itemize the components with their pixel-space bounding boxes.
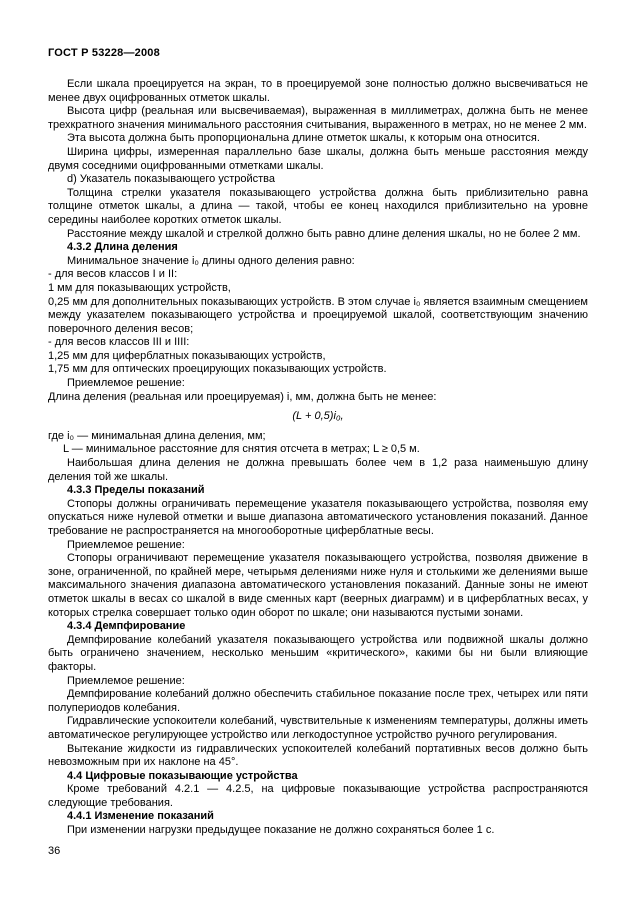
document-header-title: ГОСТ Р 53228—2008 bbox=[48, 47, 160, 59]
paragraph: Демпфирование колебаний указателя показывающего устройства или подвижной шкалы должно быть ограничено значением, несколько меньшим «критического», какими бы ни были влияющие факторы. bbox=[48, 633, 588, 673]
paragraph: - для весов классов I и II: bbox=[48, 268, 178, 281]
paragraph: Расстояние между шкалой и стрелкой должно быть равно длине деления шкалы, но не более 2 мм. bbox=[67, 227, 581, 240]
document-content bbox=[48, 78, 588, 838]
paragraph: Кроме требований 4.2.1 — 4.2.5, на цифровые показывающие устройства распространяются следующие требования. bbox=[48, 783, 588, 809]
paragraph: где i₀ — минимальная длина деления, мм; bbox=[48, 429, 266, 442]
paragraph: Если шкала проецируется на экран, то в проецируемой зоне полностью должно высвечиваться не менее двух оцифрованных отметок шкалы. bbox=[48, 78, 588, 104]
paragraph: 1 мм для показывающих устройств, bbox=[48, 281, 231, 294]
paragraph: Демпфирование колебаний должно обеспечить стабильное показание после трех, четырех или пяти полупериодов колебания. bbox=[48, 688, 588, 714]
paragraph: Длина деления (реальная или проецируемая) i, мм, должна быть не менее: bbox=[48, 390, 437, 403]
formula-line: (L + 0,5)i₀, bbox=[292, 410, 344, 423]
paragraph: - для весов классов III и IIII: bbox=[48, 336, 190, 349]
section-heading: 4.4.1 Изменение показаний bbox=[67, 810, 214, 823]
paragraph: 1,75 мм для оптических проецирующих показывающих устройств. bbox=[48, 363, 387, 376]
paragraph: L — минимальное расстояние для снятия отсчета в метрах; L ≥ 0,5 м. bbox=[63, 443, 420, 456]
paragraph: Высота цифр (реальная или высвечиваемая), выраженная в миллиметрах, должна быть не менее трехкратного значения минимального расстояния считывания, выраженного в метрах, но не менее 2 мм. bbox=[48, 105, 588, 131]
paragraph: Стопоры ограничивают перемещение указателя показывающего устройства, позволяя движение в зоне, ограниченной, по крайней мере, четырьмя делениями ниже нуля и столькими же делениями выше максимального значения диапазона автоматического установления показаний. Данные зоны не имеют отметок шкалы в весах со шкалой в виде сменных карт (веерных диаграмм) и в циферблатных весах, у которых стрелка совершает только один оборот по шкале; они называются пустыми зонами. bbox=[48, 552, 588, 619]
paragraph: Приемлемое решение: bbox=[67, 377, 185, 390]
paragraph: Гидравлические успокоители колебаний, чувствительные к изменениям температуры, должны иметь автоматическое регулирующее устройство или легкодоступное устройство ручного регулирования. bbox=[48, 715, 588, 741]
section-heading: 4.3.4 Демпфирование bbox=[67, 620, 186, 633]
paragraph: Стопоры должны ограничивать перемещение указателя показывающего устройства, позволяя ему опускаться ниже нулевой отметки и выше диапазона автоматического установления показаний. Данное требование не распространяется на многооборотные циферблатные весы. bbox=[48, 497, 588, 537]
paragraph: Толщина стрелки указателя показывающего устройства должна быть приблизительно равна толщине отметок шкалы, а длина — такой, чтобы ее конец находился приблизительно на уровне середины наиболее коротких отметок шкалы. bbox=[48, 186, 588, 226]
paragraph: 1,25 мм для циферблатных показывающих устройств, bbox=[48, 349, 326, 362]
section-heading: 4.4 Цифровые показывающие устройства bbox=[67, 769, 298, 782]
paragraph: 0,25 мм для дополнительных показывающих устройств. В этом случае i₀ является взаимным смещением между указателем показывающего устройства и проецируемой шкалой, соответствующим значению поверочного деления весов; bbox=[48, 295, 588, 335]
paragraph: Вытекание жидкости из гидравлических успокоителей колебаний портативных весов должно быть невозможным при их наклоне на 45°. bbox=[48, 742, 588, 769]
paragraph: Приемлемое решение: bbox=[67, 674, 185, 687]
paragraph: d) Указатель показывающего устройства bbox=[67, 173, 275, 186]
page-number: 36 bbox=[48, 845, 61, 857]
paragraph: Ширина цифры, измеренная параллельно базе шкалы, должна быть меньше расстояния между двумя соседними оцифрованными отметками шкалы. bbox=[48, 145, 588, 172]
section-heading: 4.3.3 Пределы показаний bbox=[67, 484, 205, 497]
paragraph: Наибольшая длина деления не должна превышать более чем в 1,2 раза наименьшую длину деления той же шкалы. bbox=[48, 457, 588, 483]
section-heading: 4.3.2 Длина деления bbox=[67, 241, 178, 254]
paragraph: Минимальное значение i₀ длины одного деления равно: bbox=[67, 254, 355, 267]
paragraph: Эта высота должна быть пропорциональна длине отметок шкалы, к которым она относится. bbox=[67, 132, 540, 145]
paragraph: При изменении нагрузки предыдущее показание не должно сохраняться более 1 с. bbox=[67, 824, 495, 837]
paragraph: Приемлемое решение: bbox=[67, 538, 185, 551]
